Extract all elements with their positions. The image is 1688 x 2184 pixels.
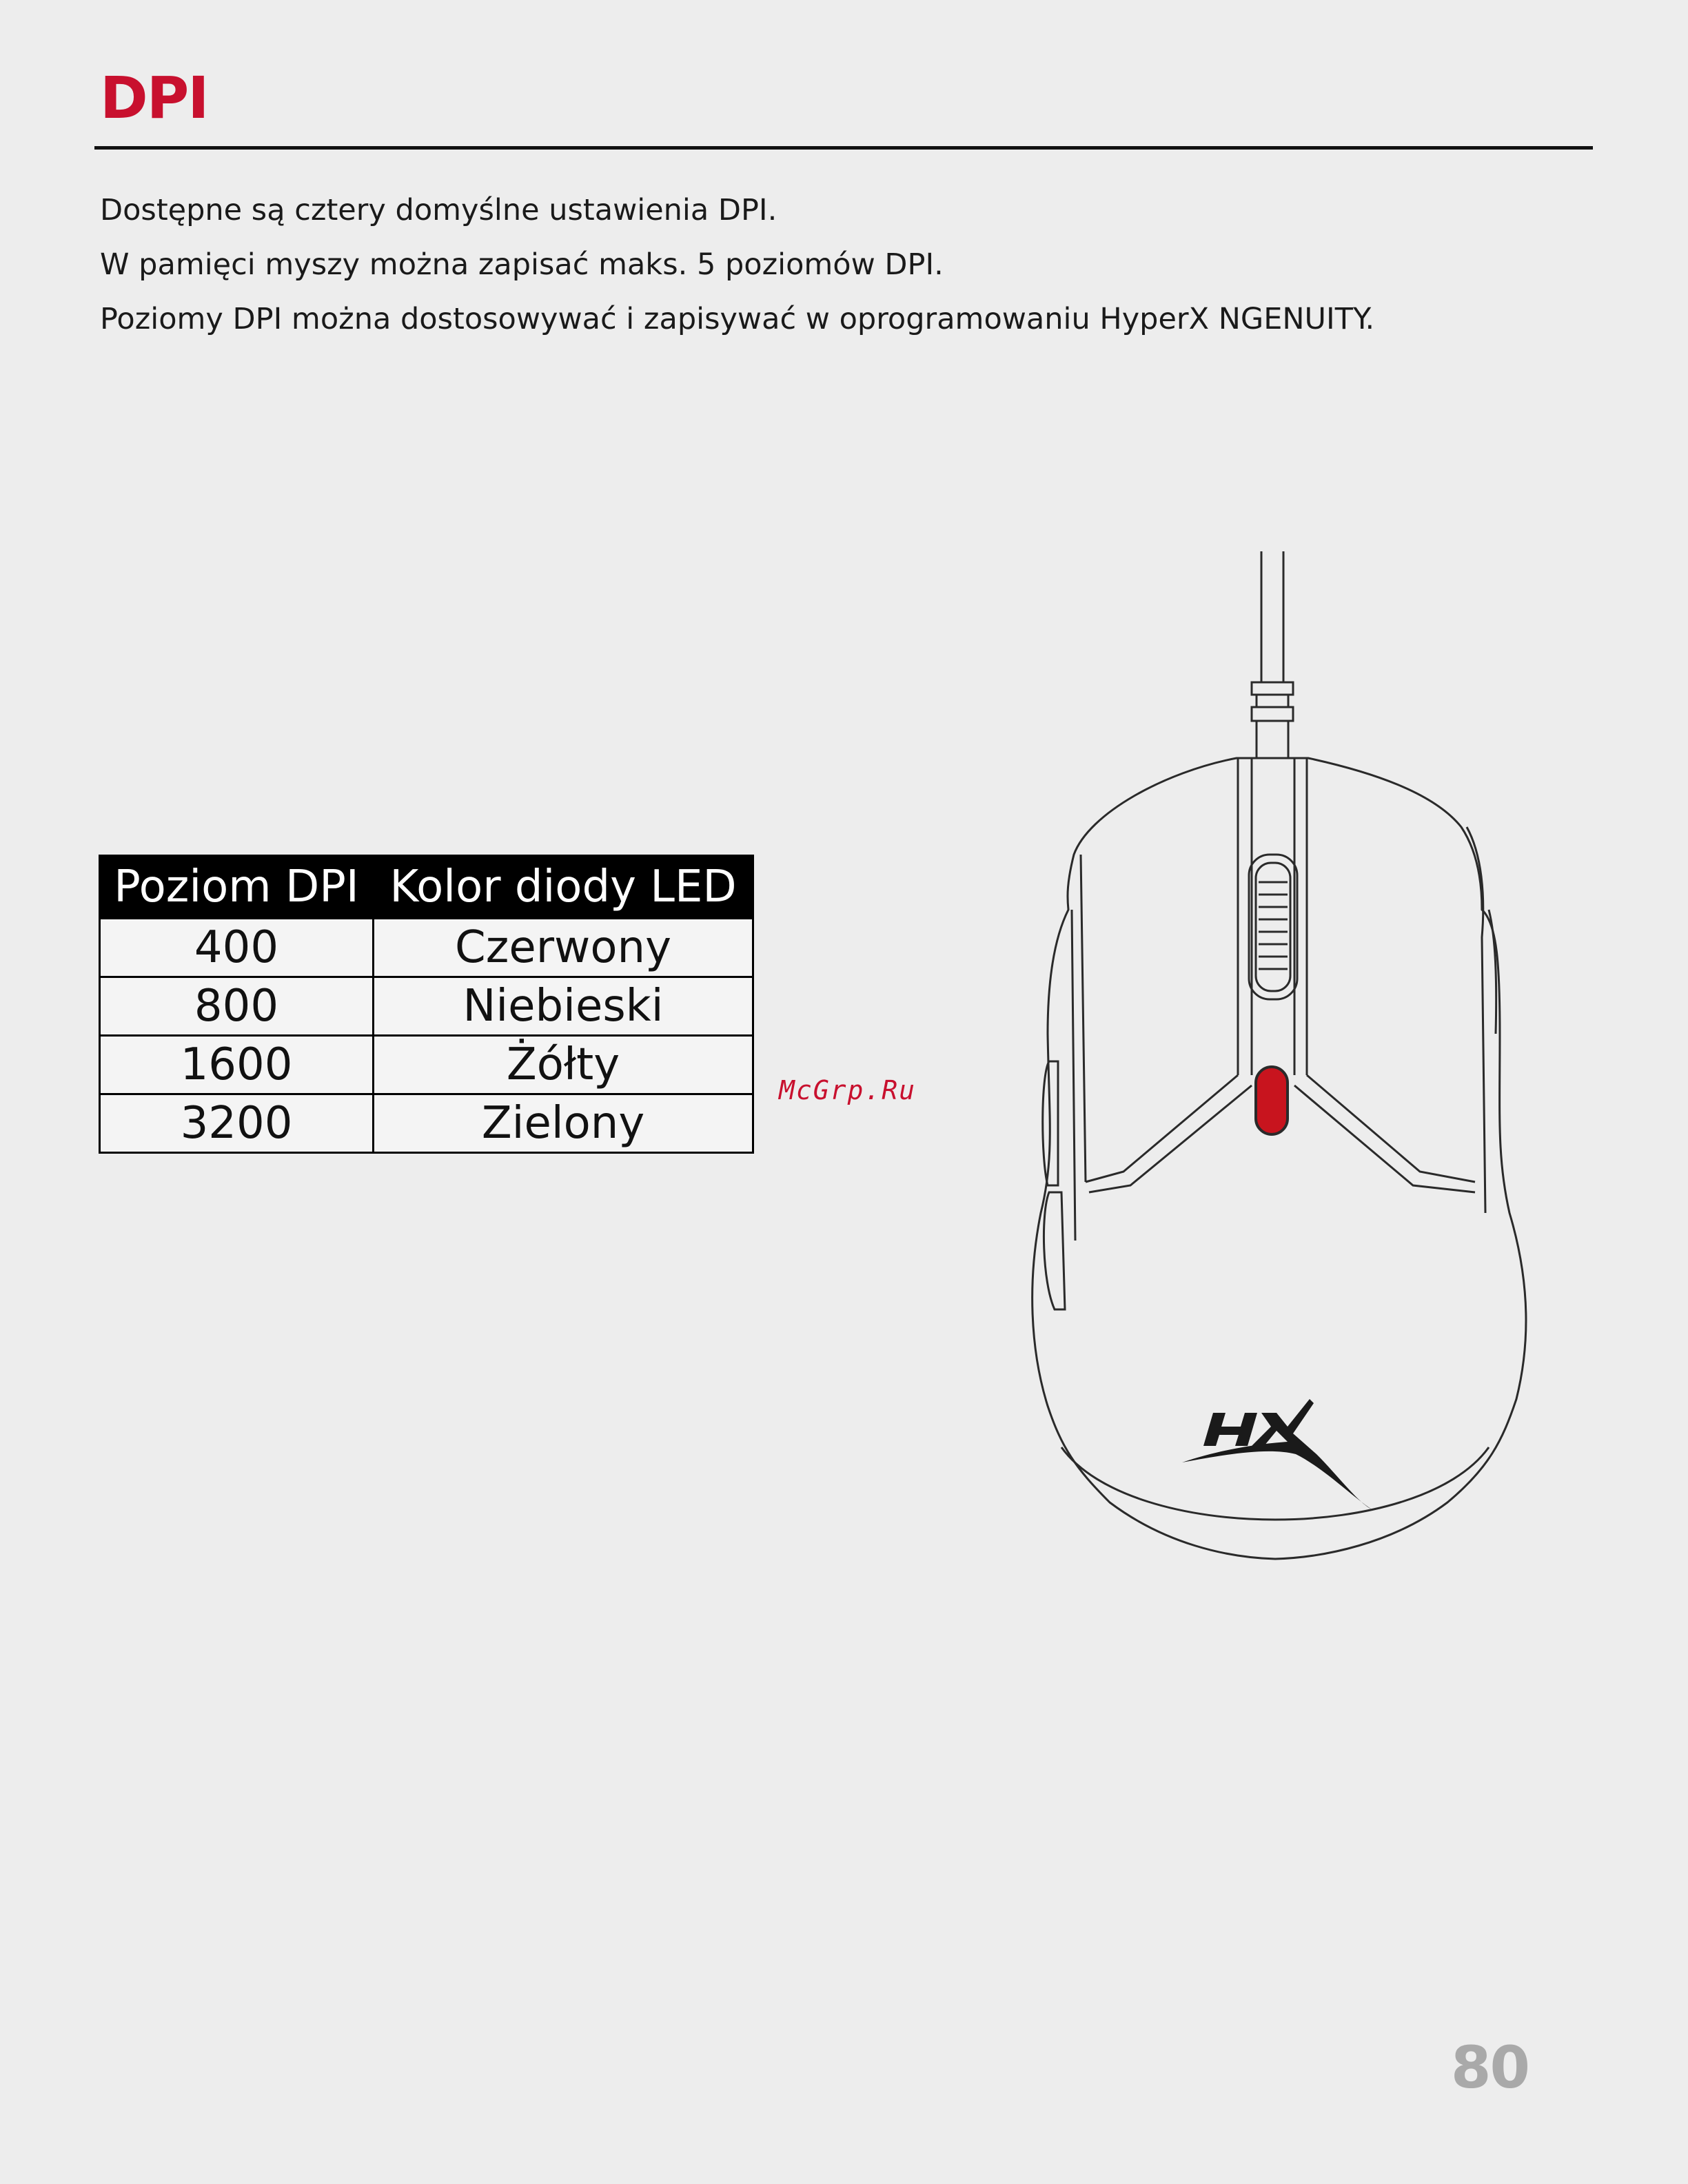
- dpi-button: [1256, 1067, 1288, 1134]
- intro-line: W pamięci myszy można zapisać maks. 5 poziomów DPI.: [100, 247, 944, 282]
- led-color: Żółty: [374, 1036, 753, 1094]
- title-divider: [94, 146, 1593, 150]
- table-row: [100, 1036, 753, 1094]
- left-button-edge: [1086, 1075, 1238, 1182]
- side-button-back: [1044, 1192, 1065, 1309]
- table-row: [100, 977, 753, 1036]
- intro-text: [100, 183, 1374, 347]
- left-side-edge: [1072, 855, 1086, 1241]
- button-split-inner: [1252, 758, 1294, 1075]
- scroll-wheel: [1249, 855, 1297, 999]
- dpi-value: 1600: [100, 1036, 374, 1094]
- dpi-table: [99, 855, 754, 1154]
- cable: [1252, 551, 1293, 758]
- header-led-color: Kolor diody LED: [374, 856, 753, 919]
- dpi-value: 400: [100, 919, 374, 977]
- table-row: [100, 1094, 753, 1153]
- intro-line: Dostępne są cztery domyślne ustawienia DPI.: [100, 193, 777, 227]
- mouse-bottom-curve: [1061, 1447, 1489, 1520]
- mouse-illustration: [1006, 551, 1544, 1695]
- table-row: [100, 919, 753, 977]
- header-dpi-level: Poziom DPI: [100, 856, 374, 919]
- table-header-row: [100, 856, 753, 919]
- watermark: McGrp.Ru: [779, 1075, 917, 1105]
- left-button-edge-inner: [1089, 1085, 1252, 1192]
- dpi-value: 800: [100, 977, 374, 1036]
- led-color: Zielony: [374, 1094, 753, 1153]
- intro-line: Poziomy DPI można dostosowywać i zapisywać w oprogramowaniu HyperX NGENUITY.: [100, 302, 1375, 336]
- right-side-edge: [1467, 827, 1496, 1213]
- page-title: DPI: [100, 64, 208, 132]
- page-number: 80: [1451, 2034, 1529, 2101]
- led-color: Czerwony: [374, 919, 753, 977]
- hyperx-logo-icon: [1182, 1399, 1372, 1509]
- dpi-value: 3200: [100, 1094, 374, 1153]
- mouse-body: [1033, 758, 1526, 1559]
- led-color: Niebieski: [374, 977, 753, 1036]
